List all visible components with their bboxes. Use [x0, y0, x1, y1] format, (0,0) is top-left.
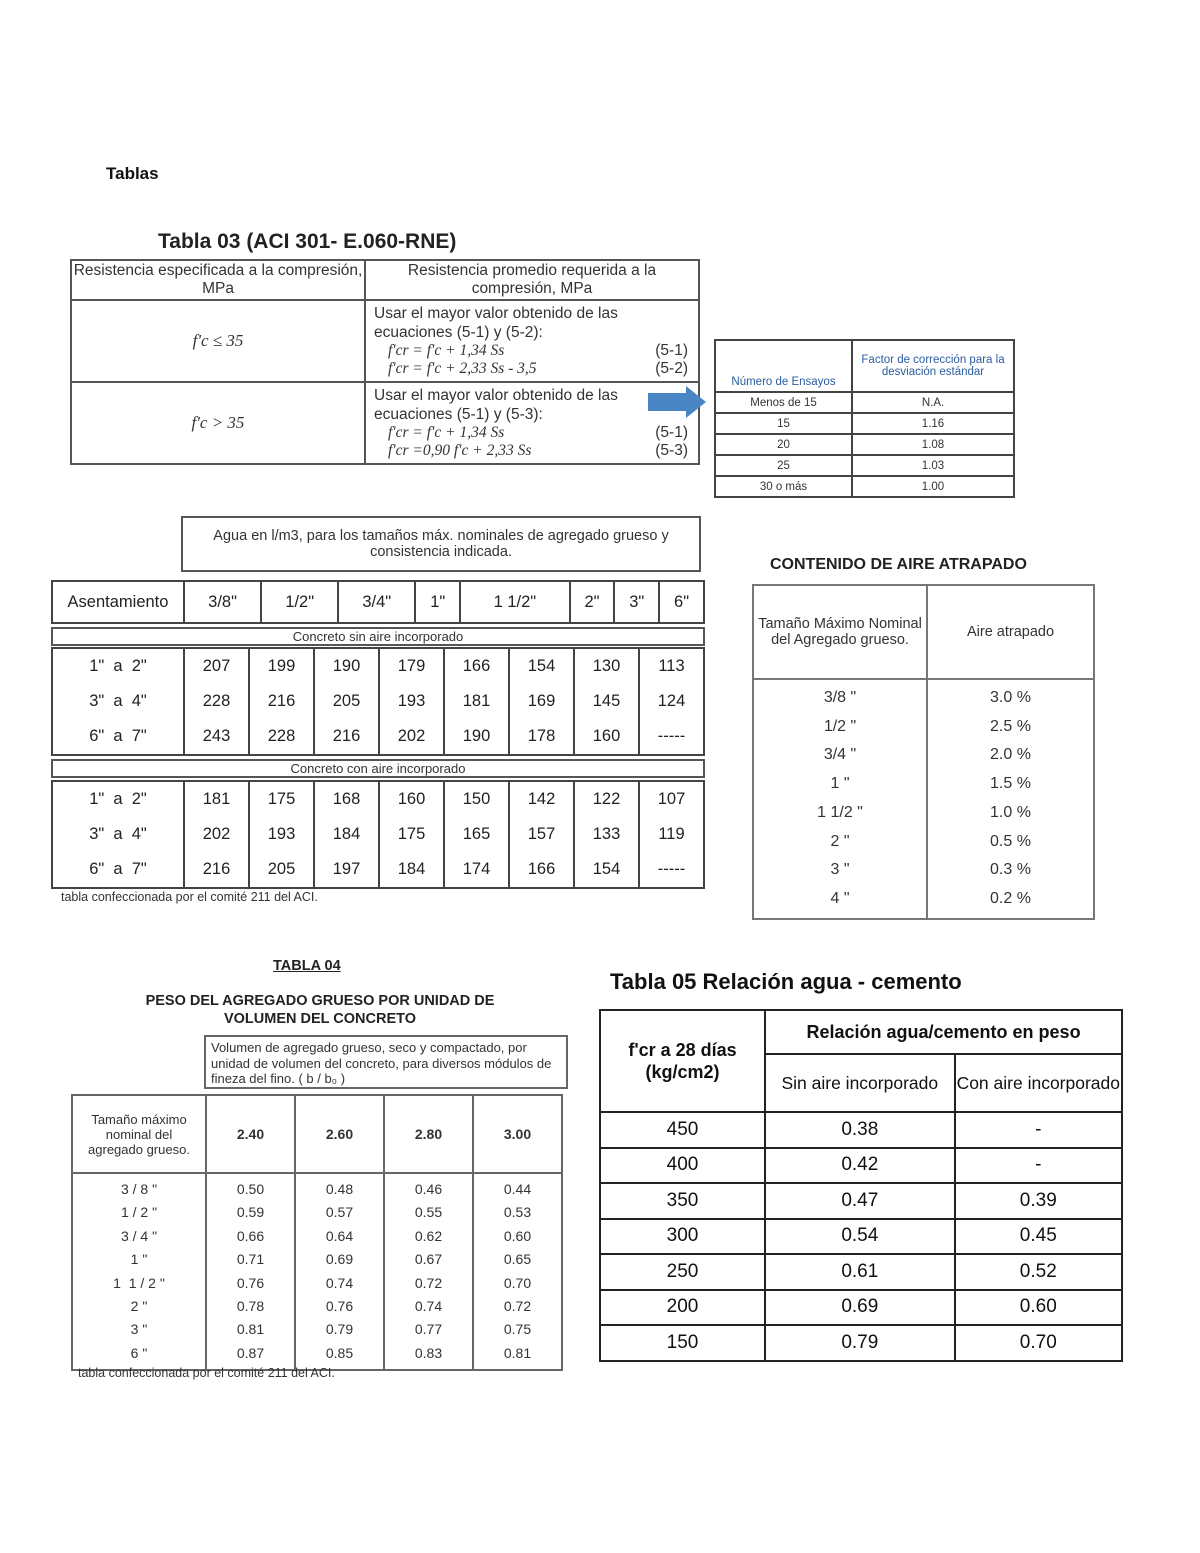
agua-table-con-aire [51, 780, 705, 889]
tabla05-ratio-cell: 0.79 [765, 1325, 955, 1361]
aire-value: 0.2 % [990, 889, 1031, 907]
tabla04-title: PESO DEL AGREGADO GRUESO POR UNIDAD DE VOLUMEN DEL CONCRETO [145, 993, 495, 1027]
factor-col2-header: Factor de corrección para la desviación estándar [852, 340, 1014, 392]
agua-value-cell: 202 [184, 817, 249, 853]
agua-value-cell: 178 [509, 719, 574, 755]
agua-value-cell: 154 [574, 852, 639, 888]
tabla04-value: 0.66 [236, 1227, 265, 1244]
agua-asentamiento-cell: 3" a 4" [52, 684, 184, 720]
tabla05-ratio-cell: 0.61 [765, 1254, 955, 1290]
aire-value: 1.0 % [990, 803, 1031, 821]
aire-value: 3.0 % [990, 689, 1031, 706]
tabla03-eq: f'cr = f'c + 1,34 Ss [388, 342, 505, 359]
tabla03-eq: f'cr = f'c + 2,33 Ss - 3,5 [388, 360, 537, 377]
agua-size-header: 3/8" [184, 581, 261, 623]
agua-value-cell: ----- [639, 719, 704, 755]
tabla04-value: 0.69 [325, 1251, 354, 1268]
table-row [715, 476, 1014, 497]
agua-value-cell: 154 [509, 648, 574, 684]
aire-col2-header: Aire atrapado [927, 585, 1094, 679]
tabla04-table [71, 1094, 563, 1371]
tabla04-modulus-header: 3.00 [473, 1095, 562, 1173]
tabla05-ratio-cell: - [955, 1112, 1122, 1148]
table-row [715, 434, 1014, 455]
tabla05-ratio-cell: 0.42 [765, 1148, 955, 1184]
agua-value-cell: ----- [639, 852, 704, 888]
agua-value-cell: 130 [574, 648, 639, 684]
tabla04-value: 0.79 [325, 1321, 354, 1338]
agua-value-cell: 205 [314, 684, 379, 720]
table-row [71, 300, 699, 382]
factor-ensayos-cell: Menos de 15 [715, 392, 852, 413]
agua-value-cell: 113 [639, 648, 704, 684]
agua-value-cell: 160 [574, 719, 639, 755]
tabla04-value: 0.59 [236, 1204, 265, 1221]
agua-col0-header: Asentamiento [52, 581, 184, 623]
table-row [600, 1254, 1122, 1290]
aire-size: 1 1/2 " [817, 803, 863, 821]
tabla04-values-cell [295, 1173, 384, 1370]
agua-value-cell: 216 [249, 684, 314, 720]
tabla03-condition: f'c ≤ 35 [71, 300, 365, 382]
tabla03-eq-ref: (5-1) [655, 424, 688, 441]
tabla05-ratio-cell: 0.60 [955, 1290, 1122, 1326]
aire-value: 1.5 % [990, 775, 1031, 793]
tabla04-value: 0.57 [325, 1204, 354, 1221]
tabla05-fcr-cell: 450 [600, 1112, 765, 1148]
table-row [715, 455, 1014, 476]
tabla03-intro: Usar el mayor valor obtenido de las ecuaciones (5-1) y (5-3): [374, 387, 618, 423]
aire-table [752, 584, 1095, 920]
agua-value-cell: 228 [249, 719, 314, 755]
agua-value-cell: 184 [379, 852, 444, 888]
table-row [52, 817, 704, 853]
tabla04-value: 0.44 [503, 1181, 532, 1197]
agua-value-cell: 184 [314, 817, 379, 853]
agua-value-cell: 190 [314, 648, 379, 684]
tabla05-ratio-cell: 0.70 [955, 1325, 1122, 1361]
agua-table-sin-aire [51, 647, 705, 756]
agua-value-cell: 166 [444, 648, 509, 684]
tabla03-col1-header: Resistencia especificada a la compresión, MPa [71, 260, 365, 300]
tabla05-fcr-cell: 250 [600, 1254, 765, 1290]
agua-size-header: 1/2" [261, 581, 338, 623]
tabla04-modulus-header: 2.40 [206, 1095, 295, 1173]
agua-value-cell: 205 [249, 852, 314, 888]
agua-footnote: tabla confeccionada por el comité 211 del ACI. [61, 890, 318, 904]
table-row [715, 392, 1014, 413]
tabla04-value: 0.62 [414, 1227, 443, 1244]
agua-value-cell: 124 [639, 684, 704, 720]
agua-sizes-row [51, 580, 705, 624]
agua-size-header: 1" [415, 581, 460, 623]
tabla04-value: 0.85 [325, 1344, 354, 1361]
tabla04-size: 2 " [130, 1298, 148, 1315]
tabla04-value: 0.48 [325, 1181, 354, 1197]
tabla04-value: 0.72 [503, 1298, 532, 1315]
tabla05-ratio-cell: 0.39 [955, 1183, 1122, 1219]
agua-asentamiento-cell: 3" a 4" [52, 817, 184, 853]
factor-value-cell: 1.00 [852, 476, 1014, 497]
factor-value-cell: 1.16 [852, 413, 1014, 434]
agua-value-cell: 157 [509, 817, 574, 853]
factor-value-cell: N.A. [852, 392, 1014, 413]
agua-value-cell: 216 [184, 852, 249, 888]
tabla05-ratio-cell: 0.52 [955, 1254, 1122, 1290]
agua-value-cell: 165 [444, 817, 509, 853]
table-row [52, 852, 704, 888]
tabla04-value: 0.46 [414, 1181, 443, 1197]
tabla04-values-cell [384, 1173, 473, 1370]
aire-sizes-cell [753, 679, 927, 919]
agua-value-cell: 142 [509, 781, 574, 817]
tabla05-ratio-cell: 0.54 [765, 1219, 955, 1255]
agua-value-cell: 150 [444, 781, 509, 817]
table-row [600, 1290, 1122, 1326]
aire-value: 2.0 % [990, 746, 1031, 764]
tabla04-size: 6 " [130, 1344, 148, 1361]
agua-value-cell: 166 [509, 852, 574, 888]
agua-size-header: 2" [570, 581, 615, 623]
agua-section2: Concreto con aire incorporado [51, 759, 705, 778]
tabla04-modulus-header: 2.80 [384, 1095, 473, 1173]
tabla03-col2-header: Resistencia promedio requerida a la compresión, MPa [365, 260, 699, 300]
tabla04-value: 0.71 [236, 1251, 265, 1268]
tabla04-value: 0.78 [236, 1298, 265, 1315]
agua-value-cell: 199 [249, 648, 314, 684]
agua-value-cell: 181 [184, 781, 249, 817]
agua-value-cell: 168 [314, 781, 379, 817]
tabla05-ratio-cell: 0.45 [955, 1219, 1122, 1255]
factor-ensayos-cell: 15 [715, 413, 852, 434]
tabla05-ratio-cell: 0.38 [765, 1112, 955, 1148]
tabla04-value: 0.77 [414, 1321, 443, 1338]
tabla04-value: 0.72 [414, 1274, 443, 1291]
agua-value-cell: 119 [639, 817, 704, 853]
tabla04-value: 0.74 [414, 1298, 443, 1315]
tabla05-ratio-cell: 0.69 [765, 1290, 955, 1326]
factor-value-cell: 1.08 [852, 434, 1014, 455]
agua-value-cell: 122 [574, 781, 639, 817]
tabla04-size: 1 " [130, 1251, 148, 1268]
agua-header: Agua en l/m3, para los tamaños máx. nominales de agregado grueso y consistencia indicada. [181, 516, 701, 572]
tabla04-value: 0.74 [325, 1274, 354, 1291]
agua-value-cell: 175 [249, 781, 314, 817]
table-row [600, 1325, 1122, 1361]
factor-col1-header: Número de Ensayos [715, 340, 852, 392]
table-row [600, 1112, 1122, 1148]
tabla04-size: 3 " [130, 1321, 148, 1338]
tabla05-table [599, 1009, 1123, 1362]
factor-value-cell: 1.03 [852, 455, 1014, 476]
aire-value: 2.5 % [990, 717, 1031, 735]
agua-asentamiento-cell: 6" a 7" [52, 719, 184, 755]
tabla03-title: Tabla 03 (ACI 301- E.060-RNE) [158, 230, 457, 253]
tabla05-group-header: Relación agua/cemento en peso [765, 1010, 1122, 1054]
tabla04-value: 0.50 [236, 1181, 265, 1197]
tabla05-fcr-cell: 200 [600, 1290, 765, 1326]
tabla04-value: 0.65 [503, 1251, 532, 1268]
agua-size-header: 3" [614, 581, 659, 623]
table-row [600, 1148, 1122, 1184]
tabla04-size: 1 1 / 2 " [113, 1274, 165, 1291]
tabla04-values-cell [206, 1173, 295, 1370]
tabla04-footnote: tabla confeccionada por el comité 211 del ACI. [78, 1366, 335, 1380]
aire-size: 3/8 " [823, 689, 857, 706]
tabla04-sizes-cell [72, 1173, 206, 1370]
table-row [600, 1183, 1122, 1219]
tabla03-eq: f'cr = f'c + 1,34 Ss [388, 424, 505, 441]
tabla04-value: 0.83 [414, 1344, 443, 1361]
tabla04-value: 0.76 [325, 1298, 354, 1315]
table-row [600, 1219, 1122, 1255]
agua-value-cell: 169 [509, 684, 574, 720]
tabla04-size: 3 / 8 " [120, 1181, 158, 1197]
tabla05-fcr-cell: 150 [600, 1325, 765, 1361]
tabla04-value: 0.81 [503, 1344, 532, 1361]
agua-value-cell: 190 [444, 719, 509, 755]
table-row [52, 684, 704, 720]
agua-asentamiento-cell: 6" a 7" [52, 852, 184, 888]
tabla03-eq-ref: (5-2) [655, 360, 688, 377]
agua-value-cell: 133 [574, 817, 639, 853]
aire-values-cell [927, 679, 1094, 919]
aire-value: 0.5 % [990, 832, 1031, 850]
tabla05-col2: Con aire incorporado [955, 1054, 1122, 1112]
agua-value-cell: 207 [184, 648, 249, 684]
agua-value-cell: 202 [379, 719, 444, 755]
agua-asentamiento-cell: 1" a 2" [52, 781, 184, 817]
tabla04-value: 0.67 [414, 1251, 443, 1268]
tabla04-value: 0.76 [236, 1274, 265, 1291]
aire-col1-header: Tamaño Máximo Nominal del Agregado grueso. [753, 585, 927, 679]
table-row [52, 719, 704, 755]
tabla03-table [70, 259, 700, 465]
tabla04-value: 0.81 [236, 1321, 265, 1338]
page-heading: Tablas [106, 164, 159, 183]
tabla04-col0: Tamaño máximo nominal del agregado grueso. [72, 1095, 206, 1173]
tabla04-value: 0.70 [503, 1274, 532, 1291]
tabla05-fcr-cell: 400 [600, 1148, 765, 1184]
table-row [52, 648, 704, 684]
tabla05-ratio-cell: - [955, 1148, 1122, 1184]
agua-value-cell: 216 [314, 719, 379, 755]
tabla04-value: 0.75 [503, 1321, 532, 1338]
tabla04-value: 0.87 [236, 1344, 265, 1361]
tabla03-eq: f'cr =0,90 f'c + 2,33 Ss [388, 442, 532, 459]
agua-value-cell: 197 [314, 852, 379, 888]
agua-value-cell: 175 [379, 817, 444, 853]
aire-size: 2 " [830, 832, 850, 850]
tabla04-value: 0.60 [503, 1227, 532, 1244]
tabla05-ratio-cell: 0.47 [765, 1183, 955, 1219]
tabla05-fcr-cell: 300 [600, 1219, 765, 1255]
tabla03-condition: f'c > 35 [71, 382, 365, 464]
agua-value-cell: 107 [639, 781, 704, 817]
agua-size-header: 6" [659, 581, 704, 623]
aire-size: 1 " [830, 775, 850, 793]
agua-size-header: 3/4" [338, 581, 415, 623]
agua-asentamiento-cell: 1" a 2" [52, 648, 184, 684]
aire-title: CONTENIDO DE AIRE ATRAPADO [770, 556, 1027, 573]
agua-value-cell: 193 [249, 817, 314, 853]
table-row [52, 781, 704, 817]
tabla04-label: TABLA 04 [273, 958, 341, 974]
tabla03-eq-ref: (5-1) [655, 342, 688, 359]
tabla05-col0: f'cr a 28 días (kg/cm2) [600, 1010, 765, 1112]
aire-size: 1/2 " [823, 717, 857, 735]
aire-size: 3 " [830, 861, 850, 879]
arrow-right-icon [648, 386, 708, 418]
tabla04-value: 0.64 [325, 1227, 354, 1244]
factor-ensayos-cell: 25 [715, 455, 852, 476]
agua-section1: Concreto sin aire incorporado [51, 627, 705, 646]
tabla05-col1: Sin aire incorporado [765, 1054, 955, 1112]
tabla03-intro: Usar el mayor valor obtenido de las ecuaciones (5-1) y (5-2): [374, 305, 618, 341]
aire-size: 3/4 " [823, 746, 857, 764]
agua-value-cell: 181 [444, 684, 509, 720]
tabla04-header: Volumen de agregado grueso, seco y compactado, por unidad de volumen del concreto, para diversos módulos de fineza del fino. ( b / b₀ ) [204, 1035, 568, 1089]
aire-size: 4 " [830, 889, 850, 907]
agua-value-cell: 228 [184, 684, 249, 720]
tabla05-title: Tabla 05 Relación agua - cemento [610, 969, 962, 994]
factor-ensayos-cell: 20 [715, 434, 852, 455]
agua-value-cell: 174 [444, 852, 509, 888]
table-row [71, 382, 699, 464]
tabla04-size: 3 / 4 " [120, 1227, 158, 1244]
agua-value-cell: 160 [379, 781, 444, 817]
agua-value-cell: 193 [379, 684, 444, 720]
tabla04-size: 1 / 2 " [120, 1204, 158, 1221]
tabla04-value: 0.53 [503, 1204, 532, 1221]
table-row [715, 413, 1014, 434]
tabla04-values-cell [473, 1173, 562, 1370]
tabla04-value: 0.55 [414, 1204, 443, 1221]
factor-ensayos-cell: 30 o más [715, 476, 852, 497]
agua-size-header: 1 1/2" [460, 581, 569, 623]
agua-value-cell: 243 [184, 719, 249, 755]
aire-value: 0.3 % [990, 861, 1031, 879]
agua-value-cell: 145 [574, 684, 639, 720]
tabla05-fcr-cell: 350 [600, 1183, 765, 1219]
tabla03-eq-ref: (5-3) [655, 442, 688, 459]
agua-value-cell: 179 [379, 648, 444, 684]
factor-table [714, 339, 1015, 498]
tabla04-modulus-header: 2.60 [295, 1095, 384, 1173]
